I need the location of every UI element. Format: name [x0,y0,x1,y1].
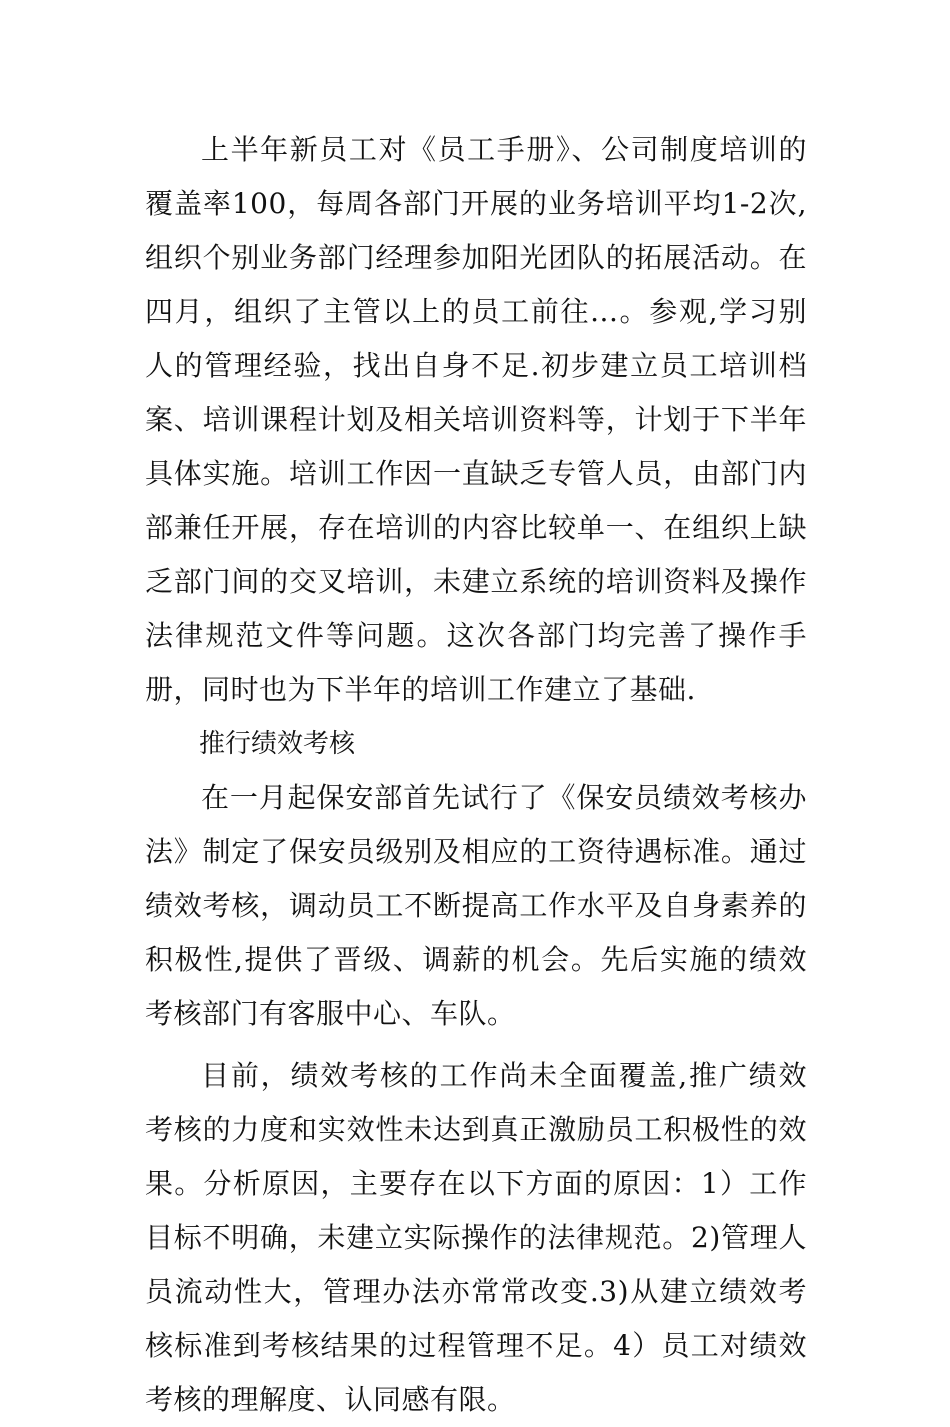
paragraph-appraisal-issues: 目前，绩效考核的工作尚未全面覆盖,推广绩效考核的力度和实效性未达到真正激励员工积极性的效果。分析原因，主要存在以下方面的原因：1）工作目标不明确，未建立实际操作的法律规范。2)管理人员流动性大，管理办法亦常常改变.3)从建立绩效考核标准到考核结果的过程管理不足。4）员工对绩效考核的理解度、认同感有限。 [145,1059,807,1416]
paragraph-spacer [145,1041,807,1049]
document-body [145,123,807,1427]
section-heading-performance-appraisal: 推行绩效考核 [199,729,356,759]
paragraph-security-appraisal: 在一月起保安部首先试行了《保安员绩效考核办法》制定了保安员级别及相应的工资待遇标准。通过绩效考核，调动员工不断提高工作水平及自身素养的积极性,提供了晋级、调薪的机会。先后实施的绩效考核部门有客服中心、车队。 [145,781,807,1030]
paragraph-training-summary: 上半年新员工对《员工手册》、公司制度培训的覆盖率100，每周各部门开展的业务培训平均1-2次,组织个别业务部门经理参加阳光团队的拓展活动。在四月，组织了主管以上的员工前往...。参观,学习别人的管理经验，找出自身不足.初步建立员工培训档案、培训课程计划及相关培训资料等，计划于下半年具体实施。培训工作因一直缺乏专管人员，由部门内部兼任开展，存在培训的内容比较单一、在组织上缺乏部门间的交叉培训，未建立系统的培训资料及操作法律规范文件等问题。这次各部门均完善了操作手册，同时也为下半年的培训工作建立了基础. [145,133,807,706]
